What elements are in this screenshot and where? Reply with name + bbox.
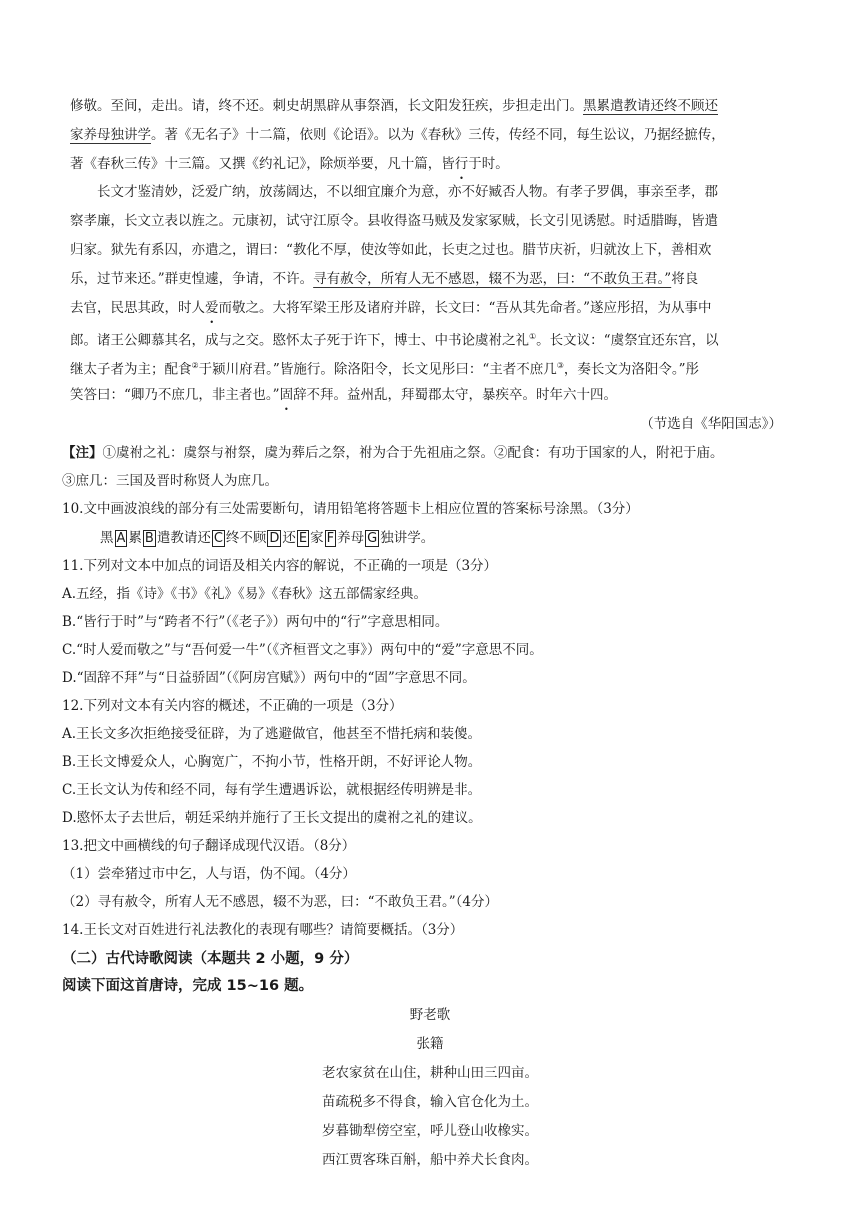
option-d[interactable]: D.愍怀太子去世后，朝廷采纳并施行了王长文提出的虞祔之礼的建议。 (62, 810, 482, 826)
passage-line (70, 298, 792, 318)
footnote-mark: ② (191, 361, 199, 370)
passage-line (70, 154, 792, 174)
passage-text: ，奏长文为洛阳令。”彤 (563, 361, 700, 378)
passage-line: 长文才鉴清妙，泛爱广纳，放荡阔达，不以细宜廉介为意，亦不好臧否人物。有孝子罗偶，事亲至孝，郡 (97, 184, 718, 200)
sequence-text: 养母 (337, 530, 365, 546)
answer-box-g[interactable]: G (367, 531, 378, 546)
sequence-text: 黑 (100, 530, 114, 546)
passage-text: 于时。 (468, 156, 509, 172)
option-b[interactable]: B.王长文博爱众人，心胸宽广，不拘小节，性格开朗，不好评论人物。 (62, 754, 482, 770)
passage-text: 而敬之。大将军梁王彤及诸府并辟，长文曰：“吾从其先命者。”遂应彤招，为从事中 (218, 300, 712, 316)
question-14-stem: 14.王长文对百姓进行礼法教化的表现有哪些？请简要概括。（3分） (62, 922, 464, 938)
question-13-stem: 13.把文中画横线的句子翻译成现代汉语。（8分） (62, 838, 356, 854)
passage-line (70, 356, 792, 380)
answer-box-d[interactable]: D (269, 531, 280, 546)
question-11-stem: 11.下列对文本中加点的词语及相关内容的解说，不正确的一项是（3分） (62, 558, 498, 574)
underlined-sentence: 家养母独讲学 (70, 127, 151, 143)
question-13-sentence-2: （2）寻有赦令，所宥人无不感恩，辍不为恶，曰：“不敢负王君。”（4分） (62, 894, 498, 910)
sequence-text: 独讲学。 (380, 530, 435, 546)
passage-text: 。著《无名子》十二篇，依则《论语》。以为《春秋》三传，传经不同，每生讼议，乃据经摭传， (151, 127, 725, 143)
poem-line: 苗疏税多不得食，输入官仓化为土。 (322, 1094, 538, 1110)
option-a[interactable]: A.五经，指《诗》《书》《礼》《易》《春秋》这五部儒家经典。 (62, 586, 428, 602)
dotted-word: 行 (454, 156, 469, 172)
underlined-sentence: 寻有赦令，所宥人无不感恩，辍不为恶，曰：“不敢负王君。” (313, 271, 672, 287)
question-10-sequence (100, 528, 434, 548)
passage-text: 。长文议：“虞祭宜还东宫，以 (536, 332, 719, 349)
poem-title: 野老歌 (409, 1007, 451, 1023)
option-c[interactable]: C.王长文认为传和经不同，每有学生遭遇诉讼，就根据经传明辨是非。 (62, 782, 482, 798)
passage-line: 归家。狱先有系囚，亦遣之，谓曰：“教化不厚，使汝等如此，长吏之过也。腊节庆祈，归就汝上下，善相欢 (70, 242, 712, 258)
passage-text: 继太子者为主；配食 (70, 361, 192, 378)
passage-text: 笑答曰：“卿乃不庶几，非主者也。” (70, 387, 280, 403)
passage-text: 将良 (671, 271, 699, 287)
note-text: ①虞祔之礼：虞祭与祔祭，虞为葬后之祭，祔为合于先祖庙之祭。②配食：有功于国家的人，附祀于庙。 (102, 445, 724, 461)
poem-author: 张籍 (416, 1036, 444, 1052)
passage-line (70, 125, 792, 145)
source-citation: （节选自《华阳国志》） (640, 416, 782, 432)
note-label: 【注】 (62, 445, 103, 461)
question-12-stem: 12.下列对文本有关内容的概述，不正确的一项是（3分） (62, 698, 403, 714)
footnote-mark: ③ (556, 361, 564, 370)
answer-box-b[interactable]: B (144, 531, 154, 546)
passage-line (70, 385, 792, 405)
poem-line: 西江贾客珠百斛，船中养犬长食肉。 (322, 1152, 538, 1168)
answer-box-a[interactable]: A (116, 531, 126, 546)
answer-box-e[interactable]: E (298, 531, 308, 546)
poem-line: 老农家贫在山住，耕种山田三四亩。 (322, 1065, 538, 1081)
answer-box-c[interactable]: C (213, 531, 223, 546)
passage-text: 郎。诸王公卿慕其名，成与之交。愍怀太子死于许下，博士、中书论虞祔之礼 (70, 332, 529, 349)
section-heading: （二）古代诗歌阅读（本题共 2 小题，9 分） (62, 951, 359, 967)
sequence-text: 终不顾 (225, 530, 267, 546)
passage-line (70, 327, 792, 351)
sequence-text: 家 (310, 530, 324, 546)
passage-text: 辞不拜。益州乱，拜蜀郡太守，暴疾卒。时年六十四。 (293, 387, 618, 403)
option-a[interactable]: A.王长文多次拒绝接受征辟，为了逃避做官，他甚至不惜托病和装傻。 (62, 726, 482, 742)
option-d[interactable]: D.“固辞不拜”与“日益骄固”（《阿房宫赋》）两句中的“固”字意思不同。 (62, 670, 476, 686)
option-b[interactable]: B.“皆行于时”与“跨者不行”（《老子》）两句中的“行”字意思相同。 (62, 614, 449, 630)
passage-line (70, 269, 792, 289)
footnote-mark: ① (529, 332, 537, 341)
poem-line: 岁暮锄犁傍空室，呼儿登山收橡实。 (322, 1123, 538, 1139)
dotted-word: 爱 (205, 300, 219, 316)
sequence-text: 累 (128, 530, 142, 546)
underlined-sentence: 黑累遣教请还终不顾还 (583, 98, 718, 114)
note-line (62, 443, 802, 463)
dotted-word: 固 (279, 387, 294, 403)
passage-line: 察孝廉，长文立表以旌之。元康初，试守江原令。县收得盗马贼及发家冢贼，长文引见诱慰。时适腊晦，皆遣 (70, 213, 718, 229)
passage-line (70, 96, 792, 116)
passage-text: 著《春秋三传》十三篇。又撰《约礼记》，除烦举要，凡十篇，皆 (70, 156, 455, 172)
passage-text: 乐，过节来还。”群吏惶遽，争请，不许。 (70, 271, 314, 287)
passage-text: 修敬。至间，走出。请，终不还。刺史胡黑辟从事祭酒，长文阳发狂疾，步担走出门。 (70, 98, 583, 114)
option-c[interactable]: C.“时人爱而敬之”与“吾何爱一牛”（《齐桓晋文之事》）两句中的“爱”字意思不同。 (62, 642, 543, 658)
passage-text: 于颍川府君。”皆施行。除洛阳令，长文见彤曰：“主者不庶几 (198, 361, 557, 378)
answer-box-f[interactable]: F (326, 531, 335, 546)
sequence-text: 遣教请还 (156, 530, 211, 546)
section-instruction: 阅读下面这首唐诗，完成 15~16 题。 (62, 978, 314, 994)
passage-text: 去官，民思其政，时人 (70, 300, 205, 316)
question-10-stem: 10.文中画波浪线的部分有三处需要断句，请用铅笔将答题卡上相应位置的答案标号涂黑。（3分） (62, 501, 639, 517)
question-13-sentence-1: （1）尝牵猪过市中乞，人与语，伪不闻。（4分） (62, 866, 356, 882)
sequence-text: 还 (282, 530, 296, 546)
note-line: ③庶几：三国及晋时称贤人为庶几。 (62, 473, 278, 489)
